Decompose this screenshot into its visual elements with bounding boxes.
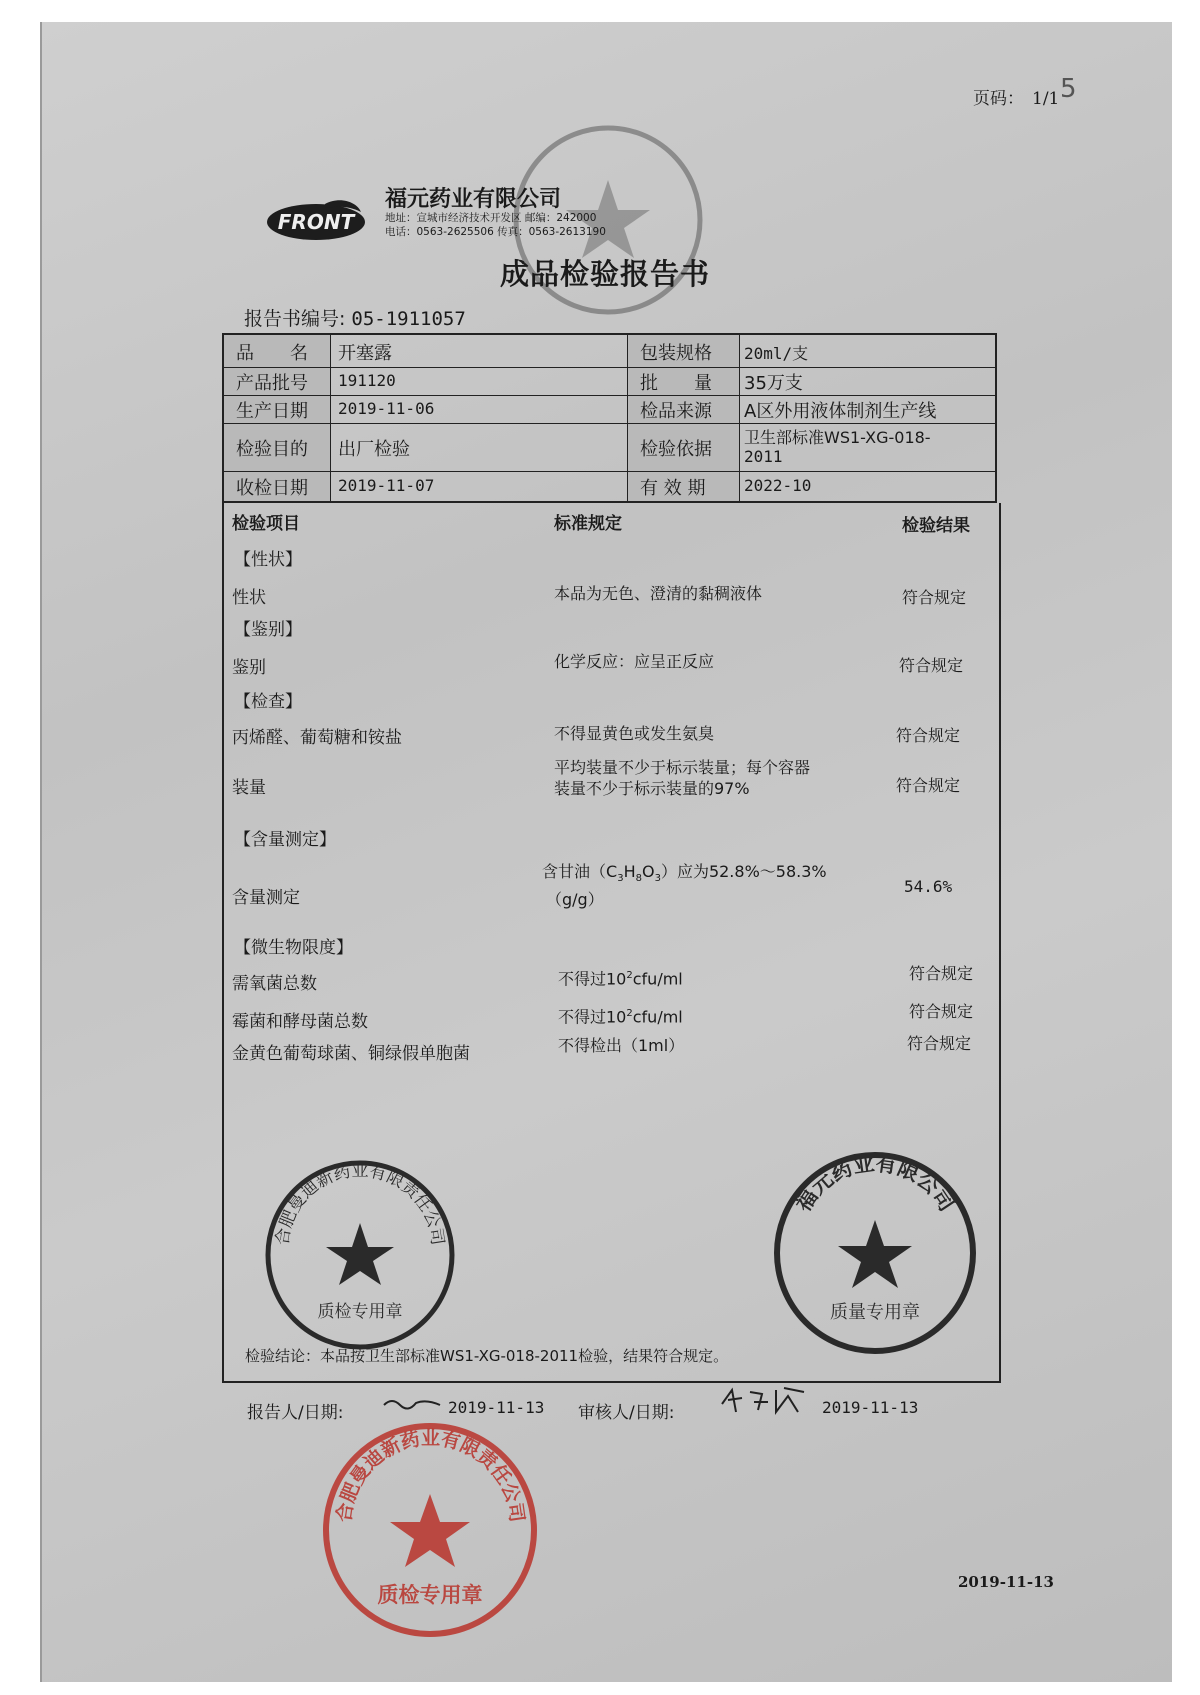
final-date: 2019-11-13 [958,1573,1054,1591]
handwritten-mark: 5 [1060,74,1077,104]
batch-no-value: 191120 [338,371,396,390]
purpose-value: 出厂检验 [338,439,410,460]
row-fill-standard-line1: 平均装量不少于标示装量；每个容器 [554,758,811,777]
reviewer-signature [718,1382,808,1418]
row-assay-standard: 含甘油$(C_3H_8O_3)$应为52.8%～58.3% （g/g） [542,862,827,910]
report-number-value: 05-1911057 [351,308,466,330]
fuyuan-quality-stamp [770,1148,980,1358]
reviewer-label: 审核人/日期: [578,1403,675,1423]
svg-text:质检专用章: 质检专用章 [317,1302,403,1322]
row-fill-standard [554,757,810,799]
receive-date-value: 2019-11-07 [338,476,435,495]
row-identify-standard: 化学反应：应呈正反应 [554,652,715,671]
logo-text: FRONT [277,210,355,234]
row-aerobic-standard: 不得过$10^2cfu/ml$ [558,969,683,989]
section-identify: 【鉴别】 [234,620,302,640]
page-number-value: 1/1 [1032,89,1060,109]
row-assay-item: 含量测定 [232,888,300,908]
row-staph-item: 金黄色葡萄球菌、铜绿假单胞菌 [232,1044,470,1064]
row-identify-item: 鉴别 [232,658,266,678]
row-traits-standard: 本品为无色、澄清的黏稠液体 [554,584,763,603]
package-spec-value: 20ml/支 [744,344,809,363]
row-identify-result: 符合规定 [899,656,964,675]
company-phone: 电话：0563-2625506 传真：0563-2613190 [385,226,606,238]
row-mold-standard: 不得过$10^2cfu/ml$ [558,1007,683,1027]
company-address: 地址：宣城市经济技术开发区 邮编：242000 [385,212,597,224]
source-value: A区外用液体制剂生产线 [744,401,937,422]
section-assay: 【含量测定】 [234,830,336,850]
report-title: 成品检验报告书 [500,257,711,291]
company-name: 福元药业有限公司 [385,187,562,212]
section-traits: 【性状】 [234,550,302,570]
batch-qty-value: 35万支 [744,373,803,394]
row-traits-result: 符合规定 [902,588,967,607]
header-standard: 标准规定 [554,514,622,534]
prod-date-label: 生产日期 [236,401,308,422]
report-number [244,304,466,331]
front-logo [265,198,367,242]
page-number-label: 页码： [973,89,1024,109]
svg-text:合肥曼迪新药业有限责任公司: 合肥曼迪新药业有限责任公司 [333,1427,528,1524]
purpose-label: 检验目的 [236,439,308,460]
product-name-value: 开塞露 [338,343,392,364]
row-mold-item: 霉菌和酵母菌总数 [232,1012,368,1032]
reviewer-date: 2019-11-13 [822,1398,919,1417]
basis-value-line2: 2011 [744,447,783,466]
expiry-value: 2022-10 [744,476,812,495]
svg-text:质量专用章: 质量专用章 [830,1302,920,1323]
report-number-label: 报告书编号: [244,308,346,330]
row-acrolein-standard: 不得显黄色或发生氨臭 [554,724,715,743]
row-mold-result: 符合规定 [909,1002,974,1021]
reporter-signature [382,1393,442,1415]
svg-text:质检专用章: 质检专用章 [377,1583,483,1607]
expiry-label: 有 效 期 [640,478,706,499]
source-label: 检品来源 [640,401,712,422]
row-fill-item: 装量 [232,778,266,798]
basis-label: 检验依据 [640,439,712,460]
section-check: 【检查】 [234,692,302,712]
section-micro: 【微生物限度】 [234,938,353,958]
basis-value-line1: 卫生部标准WS1-XG-018- [744,428,931,447]
row-acrolein-result: 符合规定 [896,726,961,745]
page-number [965,84,1059,109]
reporter-date: 2019-11-13 [448,1398,545,1417]
row-staph-result: 符合规定 [907,1034,972,1053]
svg-text:福元药业有限公司: 福元药业有限公司 [790,1151,960,1216]
batch-qty-label: 批 量 [640,373,712,394]
receive-date-label: 收检日期 [236,478,308,499]
info-table [222,333,997,503]
package-spec-label: 包装规格 [640,343,712,364]
row-fill-standard-line2: 装量不少于标示装量的97% [554,779,750,798]
row-fill-result: 符合规定 [896,776,961,795]
prod-date-value: 2019-11-06 [338,399,435,418]
row-staph-standard: 不得检出（1ml） [558,1036,685,1055]
svg-text:合肥曼迪新药业有限责任公司: 合肥曼迪新药业有限责任公司 [272,1161,448,1247]
hefei-quality-stamp [260,1155,460,1355]
header-result: 检验结果 [902,516,970,536]
row-aerobic-result: 符合规定 [909,964,974,983]
row-assay-standard-line2: （g/g） [546,890,604,910]
row-traits-item: 性状 [232,588,266,608]
row-acrolein-item: 丙烯醛、葡萄糖和铵盐 [232,728,402,748]
hefei-red-stamp [318,1418,543,1643]
conclusion: 检验结论：本品按卫生部标准WS1-XG-018-2011检验，结果符合规定。 [245,1347,729,1365]
company-contact [385,211,606,239]
header-item: 检验项目 [232,514,300,534]
reporter-label: 报告人/日期: [247,1403,344,1423]
batch-no-label: 产品批号 [236,373,308,394]
row-assay-result: 54.6% [904,877,953,896]
row-aerobic-item: 需氧菌总数 [232,974,317,994]
product-name-label: 品 名 [236,343,308,364]
